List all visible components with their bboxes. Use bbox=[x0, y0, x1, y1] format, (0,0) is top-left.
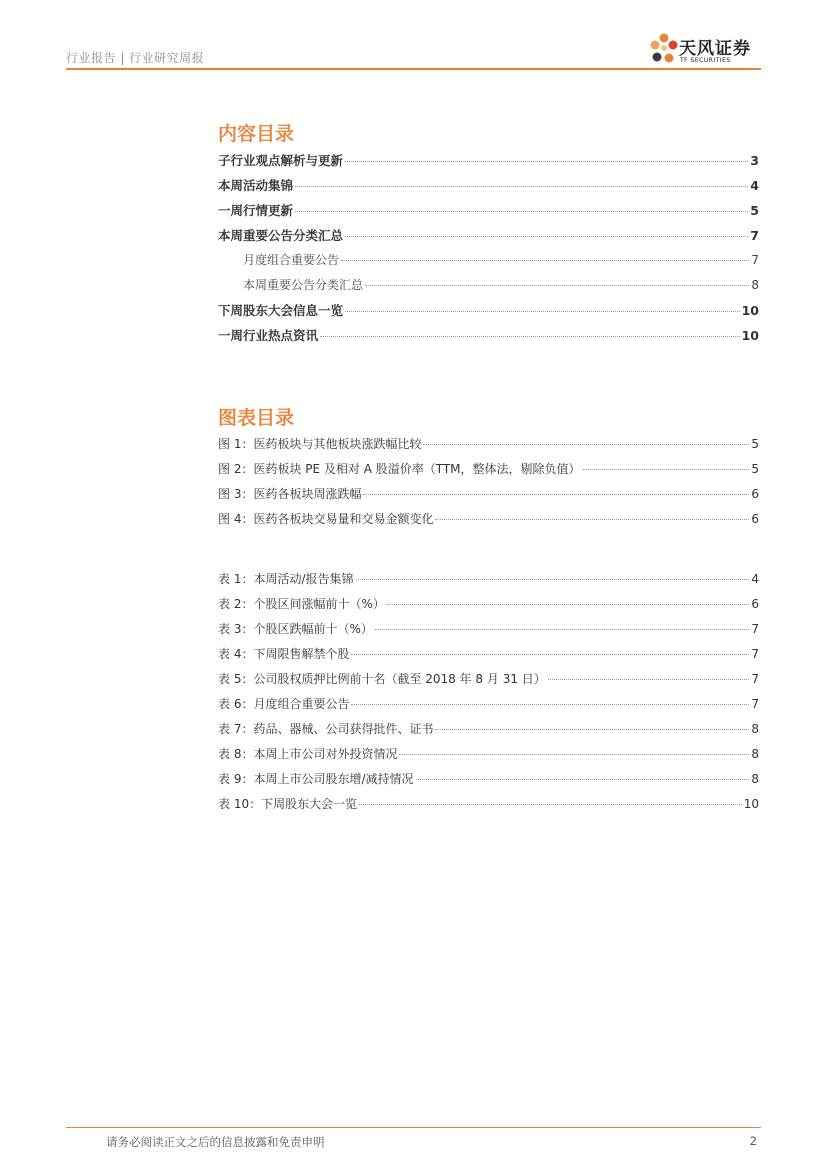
figure-entry[interactable] bbox=[218, 507, 759, 532]
figure-entry-label: 图 2：医药板块 PE 及相对 A 股溢价率（TTM，整体法，剔除负值） bbox=[218, 462, 581, 476]
figures-title: 图表目录 bbox=[218, 407, 295, 429]
table-entry-label: 表 10：下周股东大会一览 bbox=[218, 797, 358, 811]
table-entry-page: 6 bbox=[751, 597, 759, 611]
tables-list bbox=[218, 567, 759, 817]
toc-entry-page: 7 bbox=[750, 228, 759, 243]
footer-disclaimer: 请务必阅读正文之后的信息披露和免责申明 bbox=[106, 1135, 325, 1149]
toc-entry-label: 下周股东大会信息一览 bbox=[218, 303, 344, 318]
dot-leader bbox=[548, 679, 750, 680]
figure-entry-page: 6 bbox=[751, 487, 759, 501]
dot-leader bbox=[399, 754, 749, 755]
toc-entry-page: 10 bbox=[741, 303, 759, 318]
dot-leader bbox=[583, 469, 750, 470]
dot-leader bbox=[435, 519, 749, 520]
dot-leader bbox=[375, 629, 750, 630]
table-entry-label: 表 9：本周上市公司股东增/减持情况 bbox=[218, 772, 414, 786]
table-entry[interactable] bbox=[218, 567, 759, 592]
toc-entry-label: 一周行业热点资讯 bbox=[218, 328, 319, 343]
table-entry[interactable] bbox=[218, 667, 759, 692]
toc-entry-label: 本周重要公告分类汇总 bbox=[243, 278, 364, 292]
toc-entry-label: 月度组合重要公告 bbox=[243, 253, 340, 267]
dot-leader bbox=[320, 336, 740, 337]
toc-subentry[interactable] bbox=[218, 248, 759, 273]
table-entry[interactable] bbox=[218, 792, 759, 817]
dot-leader bbox=[345, 311, 740, 312]
toc-entry[interactable] bbox=[218, 198, 759, 223]
toc-entry[interactable] bbox=[218, 173, 759, 198]
table-entry-label: 表 3：个股区跌幅前十（%） bbox=[218, 622, 373, 636]
toc-entry-label: 一周行情更新 bbox=[218, 203, 294, 218]
flower-logo-icon bbox=[649, 30, 679, 70]
footer-page-number: 2 bbox=[749, 1134, 757, 1148]
toc-entry-label: 本周重要公告分类汇总 bbox=[218, 228, 344, 243]
table-entry[interactable] bbox=[218, 617, 759, 642]
footer-divider bbox=[66, 1127, 761, 1128]
toc-entry[interactable] bbox=[218, 298, 759, 323]
logo-text-en: TF SECURITIES bbox=[680, 57, 731, 64]
table-entry[interactable] bbox=[218, 592, 759, 617]
table-entry-page: 7 bbox=[751, 672, 759, 686]
toc-entry-label: 本周活动集锦 bbox=[218, 178, 294, 193]
contents-list bbox=[218, 148, 759, 348]
dot-leader bbox=[345, 236, 748, 237]
dot-leader bbox=[295, 211, 748, 212]
figure-entry[interactable] bbox=[218, 432, 759, 457]
table-entry-page: 4 bbox=[751, 572, 759, 586]
table-entry-page: 7 bbox=[751, 697, 759, 711]
table-entry[interactable] bbox=[218, 742, 759, 767]
dot-leader bbox=[365, 285, 749, 286]
table-entry-label: 表 4：下周限售解禁个股 bbox=[218, 647, 350, 661]
company-logo bbox=[649, 30, 769, 70]
dot-leader bbox=[387, 604, 750, 605]
figures-list bbox=[218, 432, 759, 532]
table-entry-page: 7 bbox=[751, 622, 759, 636]
table-entry-label: 表 5：公司股权质押比例前十名（截至 2018 年 8 月 31 日） bbox=[218, 672, 546, 686]
dot-leader bbox=[416, 779, 750, 780]
table-entry-label: 表 1：本周活动/报告集锦 bbox=[218, 572, 354, 586]
table-entry-page: 7 bbox=[751, 647, 759, 661]
figure-entry-page: 5 bbox=[751, 462, 759, 476]
toc-entry-page: 8 bbox=[751, 278, 759, 292]
table-entry[interactable] bbox=[218, 767, 759, 792]
toc-subentry[interactable] bbox=[218, 273, 759, 298]
toc-entry[interactable] bbox=[218, 323, 759, 348]
dot-leader bbox=[423, 444, 749, 445]
dot-leader bbox=[435, 729, 749, 730]
table-entry-label: 表 8：本周上市公司对外投资情况 bbox=[218, 747, 398, 761]
table-entry-label: 表 6：月度组合重要公告 bbox=[218, 697, 350, 711]
logo-text-cn: 天风证券 bbox=[679, 39, 751, 59]
figure-entry-label: 图 4：医药各板块交易量和交易金额变化 bbox=[218, 512, 434, 526]
table-entry-page: 8 bbox=[751, 772, 759, 786]
figure-entry-page: 5 bbox=[751, 437, 759, 451]
table-entry[interactable] bbox=[218, 717, 759, 742]
table-entry-label: 表 2：个股区间涨幅前十（%） bbox=[218, 597, 385, 611]
dot-leader bbox=[356, 579, 750, 580]
figure-entry[interactable] bbox=[218, 482, 759, 507]
dot-leader bbox=[345, 161, 748, 162]
toc-entry-label: 子行业观点解析与更新 bbox=[218, 153, 344, 168]
toc-entry-page: 10 bbox=[741, 328, 759, 343]
header-breadcrumb: 行业报告 | 行业研究周报 bbox=[66, 51, 205, 65]
dot-leader bbox=[351, 704, 749, 705]
table-entry[interactable] bbox=[218, 642, 759, 667]
toc-entry-page: 4 bbox=[750, 178, 759, 193]
toc-entry-page: 3 bbox=[750, 153, 759, 168]
table-entry-page: 10 bbox=[743, 797, 759, 811]
header-divider bbox=[66, 68, 761, 70]
table-entry[interactable] bbox=[218, 692, 759, 717]
toc-entry-page: 7 bbox=[751, 253, 759, 267]
table-entry-page: 8 bbox=[751, 747, 759, 761]
dot-leader bbox=[359, 804, 742, 805]
figure-entry-page: 6 bbox=[751, 512, 759, 526]
dot-leader bbox=[295, 186, 748, 187]
toc-entry[interactable] bbox=[218, 223, 759, 248]
contents-title: 内容目录 bbox=[218, 123, 295, 145]
figure-entry-label: 图 1：医药板块与其他板块涨跌幅比较 bbox=[218, 437, 422, 451]
table-entry-page: 8 bbox=[751, 722, 759, 736]
toc-entry-page: 5 bbox=[750, 203, 759, 218]
dot-leader bbox=[363, 494, 749, 495]
dot-leader bbox=[341, 260, 749, 261]
toc-entry[interactable] bbox=[218, 148, 759, 173]
dot-leader bbox=[351, 654, 749, 655]
table-entry-label: 表 7：药品、器械、公司获得批件、证书 bbox=[218, 722, 434, 736]
figure-entry[interactable] bbox=[218, 457, 759, 482]
figure-entry-label: 图 3：医药各板块周涨跌幅 bbox=[218, 487, 362, 501]
